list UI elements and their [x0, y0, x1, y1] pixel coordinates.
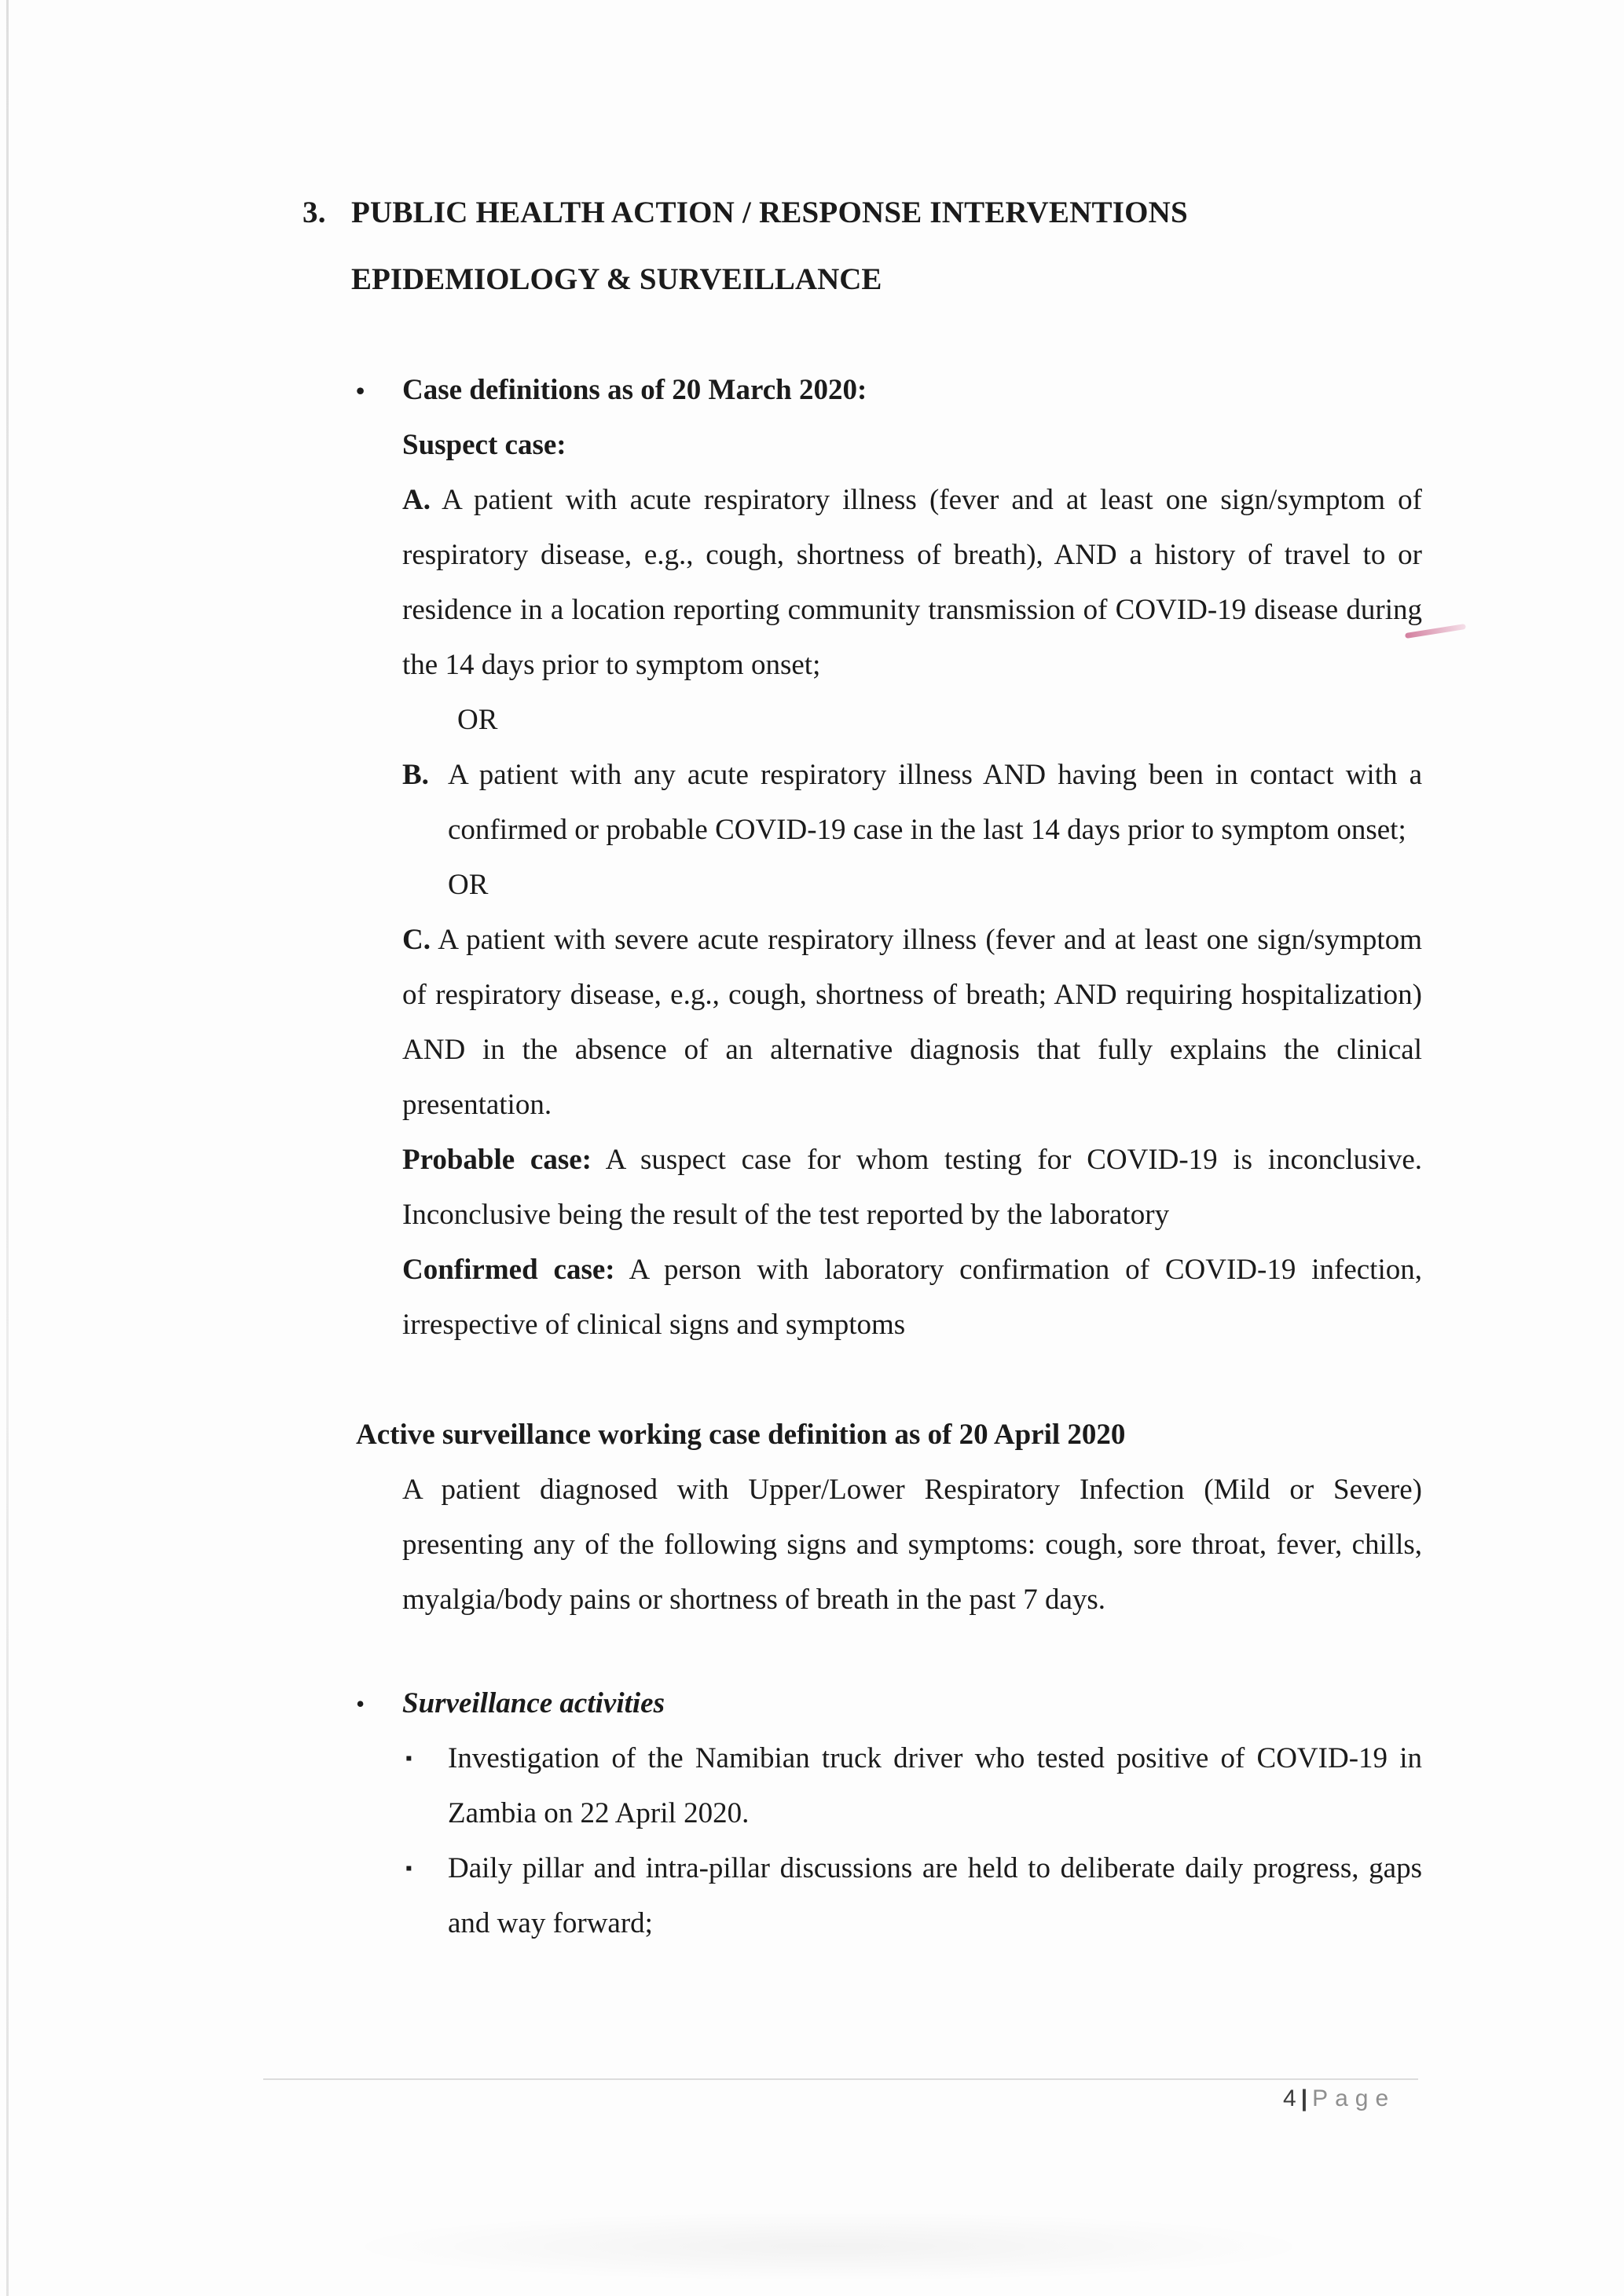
square-bullet-icon: ▪	[405, 1749, 412, 1769]
or-separator-1: OR	[457, 704, 498, 736]
page-footer	[1283, 2085, 1395, 2112]
section-number: 3.	[302, 196, 326, 229]
surveillance-activities-title: Surveillance activities	[402, 1687, 665, 1719]
confirmed-case-label: Confirmed case:	[402, 1254, 615, 1286]
footer-page-label: Page	[1312, 2085, 1396, 2111]
suspect-case-b	[402, 748, 1422, 858]
active-surveillance-heading: Active surveillance working case definition as of 20 April 2020	[356, 1419, 1126, 1451]
page-number: 4	[1283, 2085, 1300, 2111]
suspect-case-c-text: A patient with severe acute respiratory illness (fever and at least one sign/symptom of respiratory disease, e.g., cough, shortness of breath; AND requiring hospitalization) AND in the absence of an alternative diagnosis that fully explains the clinical presentation.	[402, 924, 1422, 1121]
active-surveillance-text: A patient diagnosed with Upper/Lower Respiratory Infection (Mild or Severe) presenting any of the following signs and symptoms: cough, sore throat, fever, chills, myalgia/body pains or shortness of breath in the past 7 days.	[402, 1474, 1422, 1616]
case-definitions-title: Case definitions as of 20 March 2020:	[402, 374, 867, 406]
suspect-case-label: Suspect case:	[402, 429, 566, 461]
suspect-case-b-text: A patient with any acute respiratory illness AND having been in contact with a confirmed or probable COVID-19 case in the last 14 days prior to symptom onset;	[448, 759, 1422, 846]
surveillance-item-1-text: Investigation of the Namibian truck driver who tested positive of COVID-19 in Zambia on 22 April 2020.	[448, 1742, 1422, 1829]
suspect-case-b-label: B.	[402, 759, 429, 791]
surveillance-item-1	[405, 1731, 1624, 1841]
section-title-line1: PUBLIC HEALTH ACTION / RESPONSE INTERVENTIONS	[351, 196, 1188, 229]
surveillance-item-2	[405, 1841, 1624, 1951]
suspect-case-a-text: A patient with acute respiratory illness (fever and at least one sign/symptom of respiratory disease, e.g., cough, shortness of breath), AND a history of travel to or residence in a location reporting community transmission of COVID-19 disease during the 14 days prior to symptom onset;	[402, 484, 1422, 681]
section-heading	[302, 179, 1624, 246]
suspect-case-a	[402, 473, 1422, 693]
footer-divider	[263, 2078, 1418, 2080]
or-separator-2: OR	[448, 869, 489, 901]
probable-case-text: A suspect case for whom testing for COVID-19 is inconclusive. Inconclusive being the result of the test reported by the laboratory	[402, 1144, 1423, 1231]
bullet-icon: •	[356, 376, 365, 405]
footer-separator: |	[1300, 2085, 1308, 2111]
scan-noise	[338, 2211, 1320, 2282]
suspect-case-c	[402, 913, 1422, 1133]
confirmed-case	[402, 1243, 1422, 1353]
confirmed-case-text: A person with laboratory confirmation of COVID-19 infection, irrespective of clinical signs and symptoms	[402, 1254, 1422, 1341]
section-title-line2: EPIDEMIOLOGY & SURVEILLANCE	[351, 262, 882, 296]
suspect-case-a-label: A.	[402, 484, 431, 516]
case-definitions-row	[356, 363, 1624, 418]
probable-case	[402, 1133, 1422, 1243]
surveillance-activities-row	[356, 1676, 1624, 1731]
square-bullet-icon: ▪	[405, 1858, 412, 1879]
surveillance-item-2-text: Daily pillar and intra-pillar discussions are held to deliberate daily progress, gaps and way forward;	[448, 1852, 1422, 1939]
scan-edge-line	[6, 0, 9, 2296]
bullet-icon: •	[356, 1690, 365, 1718]
probable-case-label: Probable case:	[402, 1144, 592, 1176]
suspect-case-c-label: C.	[402, 924, 431, 956]
